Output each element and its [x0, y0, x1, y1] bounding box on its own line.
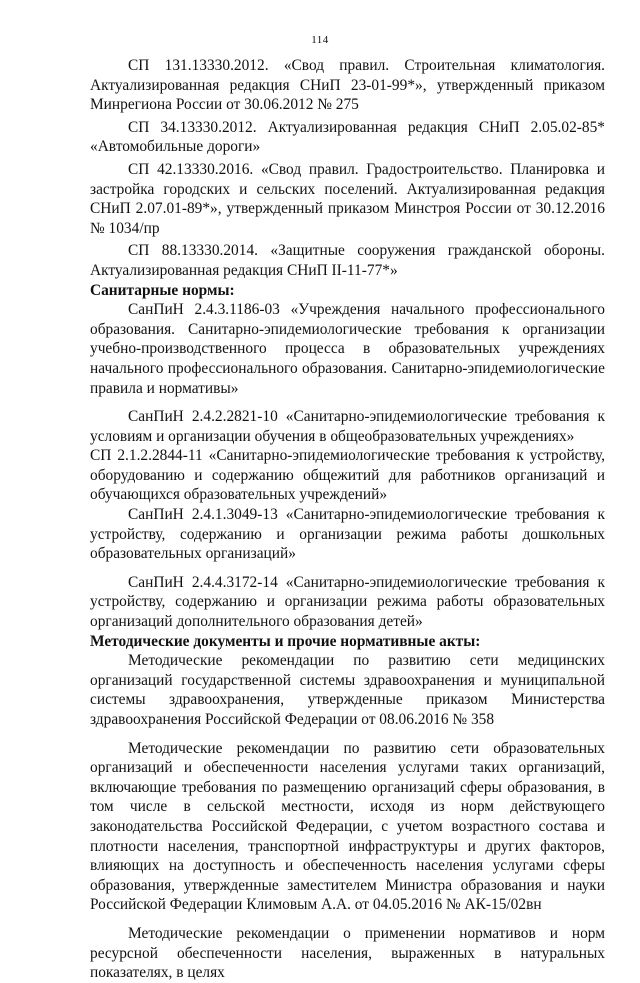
- paragraph-method-education: Методические рекомендации по развитию сети образовательных организаций и обеспеченности населения услугами таких организаций, включающие требования по размещению организаций сферы образования, в том числе в сельской местности, исходя из норм действующего законодательства Российской Федерации, с учетом возрастного состава и плотности населения, транспортной инфраструктуры и других факторов, влияющих на доступность и обеспеченность населения услугами сферы образования, утвержденные заместителем Министра образования и науки Российской Федерации Климовым А.А. от 04.05.2016 № АК-15/02вн: [90, 739, 605, 914]
- paragraph-method-norms: Методические рекомендации о применении нормативов и норм ресурсной обеспеченности населения, выраженных в натуральных показателях, в целях: [90, 924, 605, 982]
- heading-sanitary-norms: Санитарные нормы:: [90, 281, 235, 299]
- document-body: [90, 56, 605, 983]
- paragraph-sp-34: СП 34.13330.2012. Актуализированная редакция СНиП 2.05.02-85* «Автомобильные дороги»: [90, 118, 605, 156]
- paragraph-sanpin-3172: СанПиН 2.4.4.3172-14 «Санитарно-эпидемиологические требования к устройству, содержанию и организации режима работы образовательных организаций дополнительного образования детей»: [90, 573, 605, 631]
- paragraph-sanpin-1186: СанПиН 2.4.3.1186-03 «Учреждения начального профессионального образования. Санитарно-эпидемиологические требования к организации учебно-производственного процесса в образовательных учреждениях начального профессионального образования. Санитарно-эпидемиологические правила и нормативы»: [90, 301, 605, 397]
- paragraph-sanpin-2821: СанПиН 2.4.2.2821-10 «Санитарно-эпидемиологические требования к условиям и организации обучения в общеобразовательных учреждениях»: [90, 408, 605, 445]
- paragraph-sp-42: СП 42.13330.2016. «Свод правил. Градостроительство. Планировка и застройка городских и сельских поселений. Актуализированная редакция СНиП 2.07.01-89*», утвержденный приказом Минстроя России от 30.12.2016 № 1034/пр: [90, 160, 605, 237]
- page-number: 114: [311, 34, 329, 46]
- paragraph-sanpin-3049: СанПиН 2.4.1.3049-13 «Санитарно-эпидемиологические требования к устройству, содержанию и организации режима работы дошкольных образовательных организаций»: [90, 506, 605, 563]
- paragraph-sp-2844: СП 2.1.2.2844-11 «Санитарно-эпидемиологические требования к устройству, оборудованию и содержанию общежитий для работников организаций и обучающихся образовательных учреждений»: [90, 447, 605, 504]
- heading-methodical-documents: Методические документы и прочие нормативные акты:: [90, 632, 481, 650]
- paragraph-sp-88: СП 88.13330.2014. «Защитные сооружения гражданской обороны. Актуализированная редакция СНиП II-11-77*»: [90, 242, 605, 279]
- paragraph-method-medical: Методические рекомендации по развитию сети медицинских организаций государственной системы здравоохранения и муниципальной системы здравоохранения, утвержденные приказом Министерства здравоохранения Российской Федерации от 08.06.2016 № 358: [90, 652, 605, 728]
- paragraph-sp-131: СП 131.13330.2012. «Свод правил. Строительная климатология. Актуализированная редакция СНиП 23-01-99*», утвержденный приказом Минрегиона России от 30.06.2012 № 275: [90, 57, 605, 114]
